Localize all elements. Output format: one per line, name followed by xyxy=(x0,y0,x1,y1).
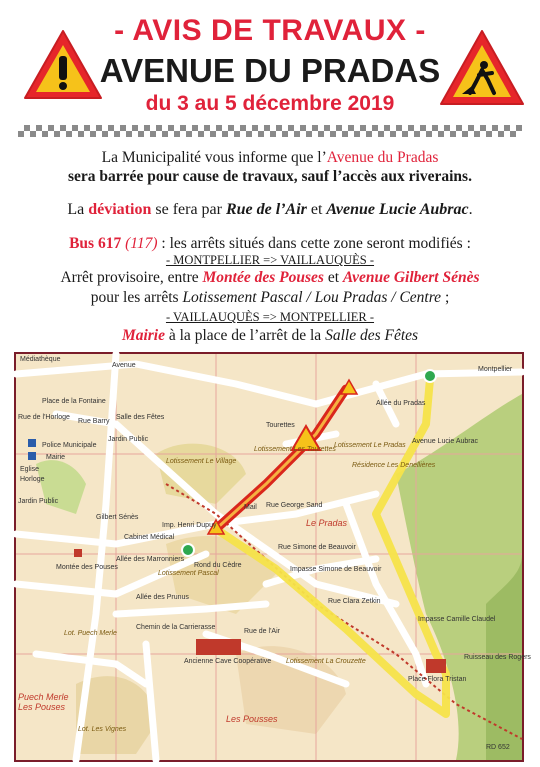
map-label: Rue de l'Air xyxy=(244,628,280,635)
map-label: Montpellier xyxy=(478,366,513,373)
map-label: Impasse Camille Claudel xyxy=(418,616,496,623)
map-label: Allée des Prunus xyxy=(136,594,189,601)
info-text: et xyxy=(323,269,343,286)
map-label: Rue Clara Zetkin xyxy=(328,598,381,605)
info-closure-text: sera barrée pour cause de travaux, sauf l’accès aux riverains. xyxy=(68,168,472,185)
info-text: ; xyxy=(441,289,450,306)
map-label: Lot. Les Vignes xyxy=(78,726,127,733)
info-text: à la place de l’arrêt de la xyxy=(165,327,326,344)
map-label: Rue Barry xyxy=(78,418,110,425)
map-label: Eglise xyxy=(20,466,40,473)
map-label: Jardin Public xyxy=(108,436,149,443)
info-text: se fera par xyxy=(151,201,226,218)
info-text: : les arrêts situés dans cette zone seront modifiés : xyxy=(157,235,471,252)
map-label: Mairie xyxy=(46,454,66,461)
map-label: Mail xyxy=(244,504,257,511)
info-paragraph-1 xyxy=(10,148,530,186)
map-label: Rue George Sand xyxy=(266,502,323,509)
map-label: Lotissement Pascal xyxy=(158,570,219,577)
map-label: Horloge xyxy=(20,476,45,483)
map-label: Avenue xyxy=(112,362,136,369)
map-label: Rond du Cèdre xyxy=(194,562,242,569)
map-label: Avenue Lucie Aubrac xyxy=(412,438,479,445)
map-label: Allée des Marronniers xyxy=(116,556,185,563)
map-label: Ruisseau des Rogers xyxy=(464,654,531,661)
info-text: La Municipalité vous informe que l’ xyxy=(101,149,327,166)
map-label: Le Pradas xyxy=(306,518,348,528)
map-label: Lotissement La Crouzette xyxy=(286,658,366,665)
bus-number: (117) xyxy=(125,235,158,252)
title-street-name: AVENUE DU PRADAS xyxy=(99,52,441,89)
stop-montee-pouses: Montée des Pouses xyxy=(202,269,324,286)
map-label: Puech Merle xyxy=(18,692,69,702)
direction-1-heading xyxy=(10,253,530,267)
info-text: . xyxy=(468,201,473,218)
map-graphic xyxy=(16,354,522,760)
map-label: Place de la Fontaine xyxy=(42,398,106,405)
info-text: Arrêt provisoire, entre xyxy=(60,269,203,286)
map-label: Gilbert Sénès xyxy=(96,514,139,521)
direction-2-heading xyxy=(10,310,530,324)
map-label: Police Municipale xyxy=(42,442,97,449)
direction-1-line-1 xyxy=(10,268,530,287)
direction-1: - MONTPELLIER => VAILLAUQUÈS - xyxy=(165,253,375,267)
info-street: Avenue du Pradas xyxy=(326,149,439,166)
stop-salle-fetes: Salle des Fêtes xyxy=(325,327,419,344)
map-label: Les Pousses xyxy=(226,714,278,724)
map-label: Lotissement Le Village xyxy=(166,458,237,465)
direction-2: - VAILLAUQUÈS => MONTPELLIER - xyxy=(165,310,375,324)
map-label: Tourettes xyxy=(266,422,295,429)
map-label: Impasse Simone de Beauvoir xyxy=(290,566,382,573)
checkered-divider xyxy=(18,125,522,137)
info-text: pour les arrêts xyxy=(90,289,183,306)
info-rue-air: Rue de l’Air xyxy=(225,201,307,218)
info-paragraph-bus xyxy=(10,234,530,253)
map-label: Imp. Henri Dupuy xyxy=(162,522,217,529)
info-text: et xyxy=(306,201,327,218)
info-text: La xyxy=(67,201,89,218)
map-label: Jardin Public xyxy=(18,498,59,505)
info-deviation: déviation xyxy=(88,201,152,218)
direction-1-line-2 xyxy=(10,288,530,307)
map-label: Allée du Pradas xyxy=(376,400,426,407)
map-label: Montée des Pouses xyxy=(56,564,118,571)
map-label: Rue Simone de Beauvoir xyxy=(278,544,356,551)
title-avis-de-travaux: - AVIS DE TRAVAUX - xyxy=(114,14,426,47)
map-label: RD 652 xyxy=(486,744,510,751)
title-dates: du 3 au 5 décembre 2019 xyxy=(145,92,395,115)
map-label: Cabinet Médical xyxy=(124,534,175,541)
map-label: Ancienne Cave Coopérative xyxy=(184,658,272,665)
map-label: Lot. Puech Merle xyxy=(64,630,117,637)
info-avenue-lucie: Avenue Lucie Aubrac xyxy=(326,201,469,218)
map-label: Lotissement Le Pradas xyxy=(334,442,406,449)
map-label: Place Flora Tristan xyxy=(408,676,467,683)
stop-avenue-gilbert: Avenue Gilbert Sénès xyxy=(342,269,480,286)
stops-list: Lotissement Pascal / Lou Pradas / Centre xyxy=(182,289,442,306)
map-label: Lotissement Les Tourettes xyxy=(254,446,336,453)
map-label: Médiathèque xyxy=(20,356,61,363)
map-label: Les Pouses xyxy=(18,702,66,712)
street-map xyxy=(14,352,531,762)
map-label: Rue de l'Horloge xyxy=(18,414,70,421)
stop-mairie: Mairie xyxy=(121,327,165,344)
direction-2-line xyxy=(10,326,530,345)
map-label: Résidence Les Denellières xyxy=(352,462,436,469)
info-paragraph-2 xyxy=(10,200,530,219)
map-label: Salle des Fêtes xyxy=(116,414,165,421)
map-label: Chemin de la Carrierasse xyxy=(136,624,216,631)
bus-label: Bus 617 xyxy=(69,235,122,252)
